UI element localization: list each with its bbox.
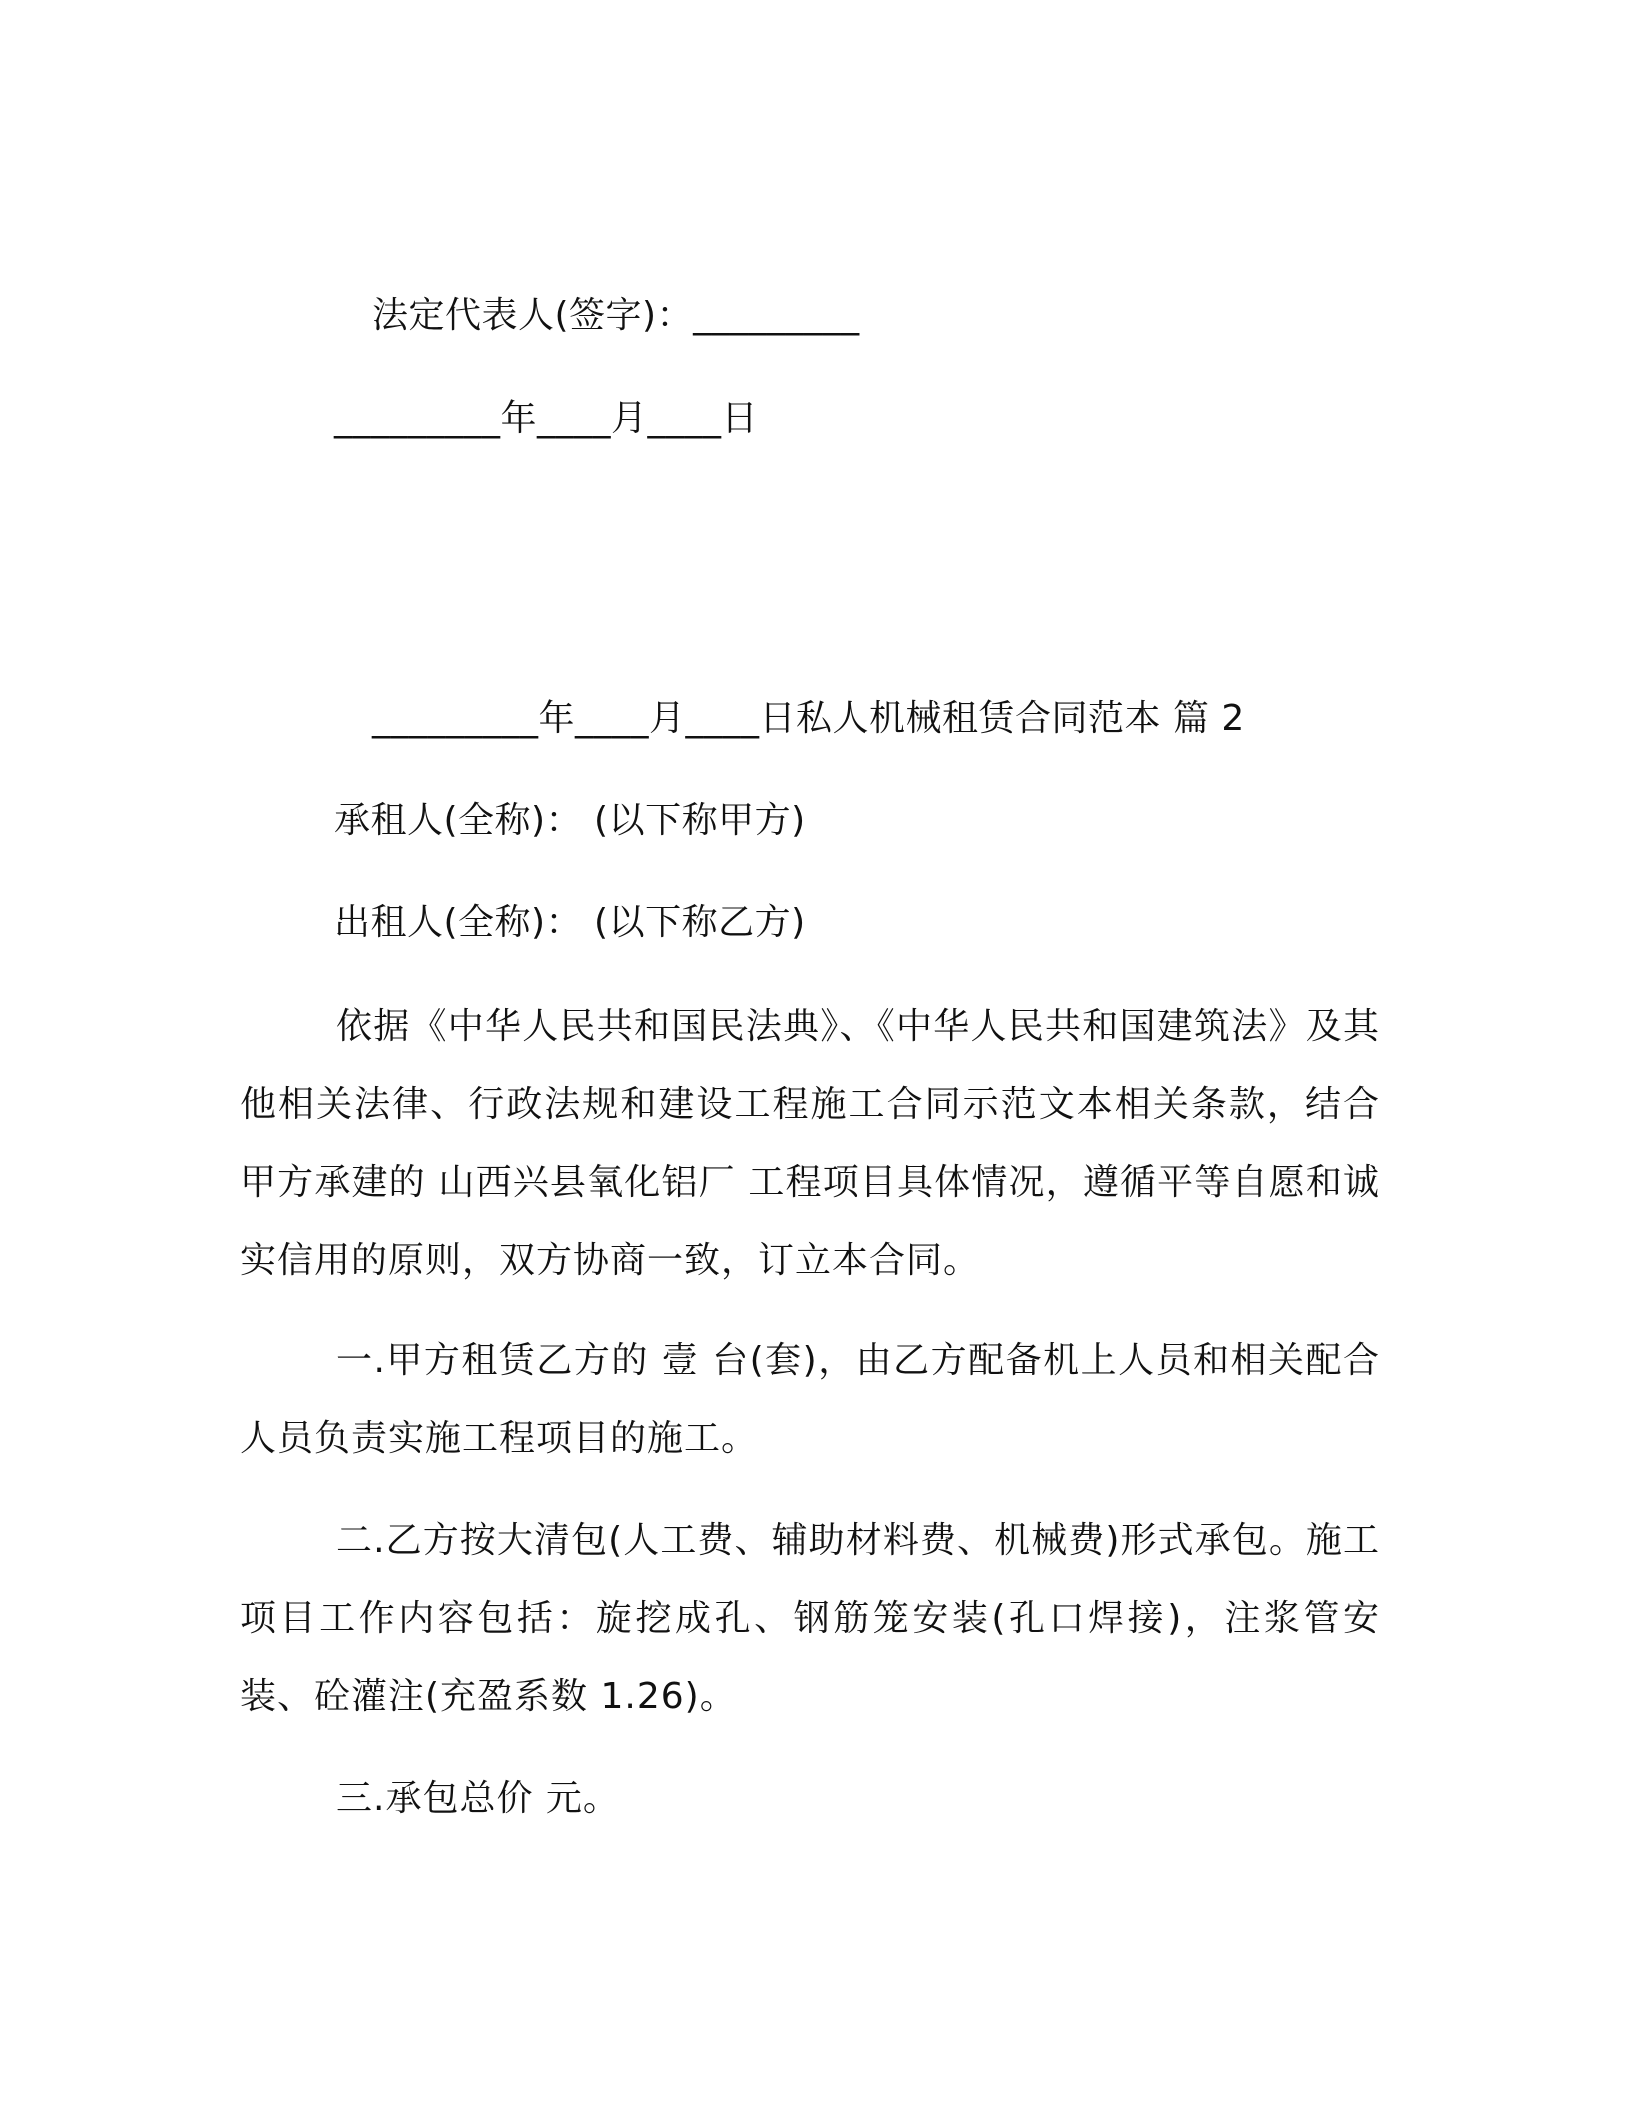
clause-2-paragraph: 二.乙方按大清包(人工费、辅助材料费、机械费)形式承包。施工项目工作内容包括：旋挖成孔、钢筋笼安装(孔口焊接)，注浆管安装、砼灌注(充盈系数 1.26)。 (240, 1520, 1380, 1717)
signature-date-line: _________年____月____日 (334, 398, 758, 439)
legal-representative-signature-line: 法定代表人(签字)：_________ (372, 295, 860, 336)
clause-3-paragraph: 三.承包总价 元。 (336, 1778, 620, 1819)
clause-1-paragraph: 一.甲方租赁乙方的 壹 台(套)，由乙方配备机上人员和相关配合人员负责实施工程项目的施工。 (240, 1340, 1380, 1459)
intro-paragraph: 依据《中华人民共和国民法典》、《中华人民共和国建筑法》及其他相关法律、行政法规和建设工程施工合同示范文本相关条款，结合甲方承建的 山西兴县氧化铝厂 工程项目具体情况，遵循平等自愿和诚实信用的原则，双方协商一致，订立本合同。 (240, 1006, 1380, 1281)
lessee-line: 承租人(全称)： (以下称甲方) (334, 800, 806, 841)
contract-heading: _________年____月____日私人机械租赁合同范本 篇 2 (372, 698, 1245, 739)
lessor-line: 出租人(全称)： (以下称乙方) (334, 902, 806, 943)
